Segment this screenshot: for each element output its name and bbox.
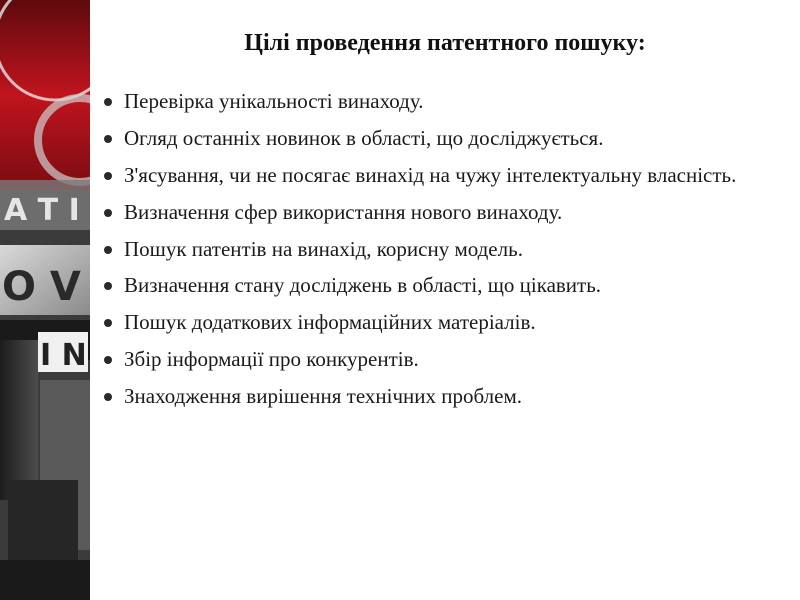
bullet-dot-icon (104, 282, 112, 290)
typewriter-keys-photo (0, 0, 90, 600)
slide-title: Цілі проведення патентного пошуку: (244, 30, 646, 56)
list-item-text: Знаходження вирішення технічних проблем. (124, 384, 522, 408)
list-item-text: З'ясування, чи не посягає винахід на чужу інтелектуальну власність. (124, 162, 737, 187)
side-decorative-image (0, 0, 90, 600)
bullet-dot-icon (104, 98, 112, 106)
list-item-text: Перевірка унікальності винаходу. (124, 89, 424, 113)
svg-text:O V: O V (2, 264, 81, 310)
bullet-dot-icon (104, 356, 112, 364)
list-item (100, 162, 760, 189)
list-item (100, 309, 760, 336)
svg-text:I N: I N (40, 338, 87, 373)
list-item (100, 236, 760, 263)
goals-list (100, 88, 760, 420)
list-item (100, 125, 760, 152)
bullet-dot-icon (104, 319, 112, 327)
list-item (100, 383, 760, 410)
list-item (100, 88, 760, 115)
bullet-dot-icon (104, 209, 112, 217)
list-item-text: Пошук додаткових інформаційних матеріалів. (124, 310, 536, 335)
list-item-text: Визначення сфер використання нового винаходу. (124, 199, 563, 224)
list-item-text: Огляд останніх новинок в області, що досліджується. (124, 125, 604, 150)
svg-text:A T I: A T I (4, 193, 80, 228)
list-item-text: Пошук патентів на винахід, корисну модель. (124, 236, 523, 261)
list-item-text: Визначення стану досліджень в області, що цікавить. (124, 273, 602, 298)
list-item (100, 346, 760, 373)
bullet-dot-icon (104, 172, 112, 180)
list-item (100, 272, 760, 299)
bullet-dot-icon (104, 393, 112, 401)
bullet-dot-icon (104, 135, 112, 143)
bullet-dot-icon (104, 246, 112, 254)
list-item (100, 199, 760, 226)
list-item-text: Збір інформації про конкурентів. (124, 347, 419, 372)
